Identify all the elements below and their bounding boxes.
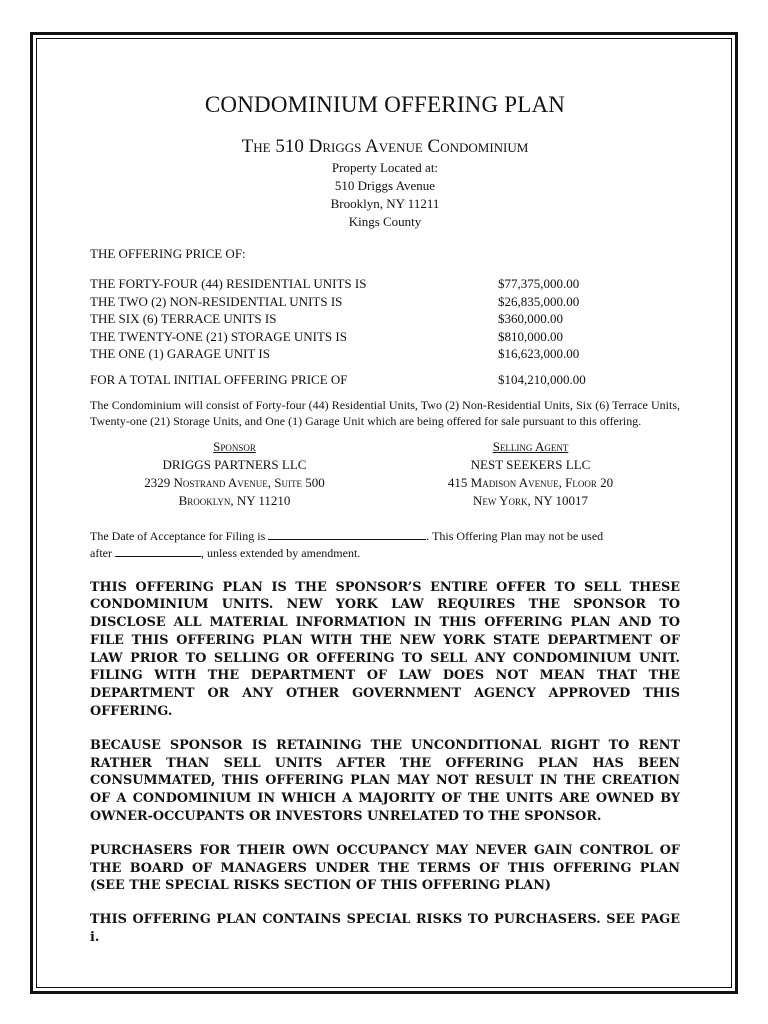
sponsor-heading: Sponsor	[213, 438, 256, 454]
price-value: $810,000.00	[498, 328, 563, 344]
filing-statement	[90, 528, 680, 562]
price-row	[90, 345, 680, 363]
price-value: $77,375,000.00	[498, 276, 580, 291]
property-street: 510 Driggs Avenue	[334, 178, 436, 193]
property-located-label: Property Located at:	[331, 160, 439, 175]
price-row	[90, 310, 680, 328]
property-county: Kings County	[348, 214, 422, 229]
notice-paragraph: BECAUSE SPONSOR IS RETAINING THE UNCONDITIONAL RIGHT TO RENT RATHER THAN SELL UNITS AFTER THE OFFERING PLAN HAS BEEN CONSUMMATED, THIS OFFERING PLAN MAY NOT RESULT IN THE CREATION OF A CONDOMINIUM IN WHICH A MAJORITY OF THE UNITS ARE OWNED BY OWNER-OCCUPANTS OR INVESTORS UNRELATED TO THE SPONSOR.	[90, 737, 680, 825]
selling-agent-block	[381, 438, 680, 510]
price-row	[90, 293, 680, 311]
condominium-name: The 510 Driggs Avenue Condominium	[241, 136, 529, 157]
document-content	[90, 92, 680, 947]
property-city: Brooklyn, NY 11211	[330, 196, 440, 211]
selling-agent-heading: Selling Agent	[492, 438, 569, 454]
selling-agent-address-line1: 415 Madison Avenue, Floor 20	[447, 474, 614, 490]
price-value: $360,000.00	[498, 311, 563, 326]
offering-price-heading: THE OFFERING PRICE OF:	[90, 246, 246, 261]
filing-text-part1: The Date of Acceptance for Filing is	[90, 528, 266, 543]
sponsor-address-line2: Brooklyn, NY 11210	[178, 492, 291, 508]
filing-text-part4: , unless extended by amendment.	[200, 545, 361, 560]
price-value: $16,623,000.00	[498, 346, 580, 361]
price-value: $26,835,000.00	[498, 293, 580, 309]
total-price-label: FOR A TOTAL INITIAL OFFERING PRICE OF	[90, 371, 348, 387]
notice-paragraph: THIS OFFERING PLAN IS THE SPONSOR’S ENTIRE OFFER TO SELL THESE CONDOMINIUM UNITS. NEW YORK LAW REQUIRES THE SPONSOR TO DISCLOSE ALL MATERIAL INFORMATION IN THIS OFFERING PLAN AND TO FILE THIS OFFERING PLAN WITH THE NEW YORK STATE DEPARTMENT OF LAW PRIOR TO SELLING OR OFFERING TO SELL ANY CONDOMINIUM UNIT. FILING WITH THE DEPARTMENT OF LAW DOES NOT MEAN THAT THE DEPARTMENT OR ANY OTHER GOVERNMENT AGENCY APPROVED THIS OFFERING.	[90, 579, 680, 720]
notice-paragraph: THIS OFFERING PLAN CONTAINS SPECIAL RISKS TO PURCHASERS. SEE PAGE i.	[90, 912, 680, 946]
price-label: THE SIX (6) TERRACE UNITS IS	[90, 311, 277, 326]
price-label: THE TWENTY-ONE (21) STORAGE UNITS IS	[90, 328, 347, 344]
property-address	[90, 159, 680, 231]
price-label: THE ONE (1) GARAGE UNIT IS	[90, 346, 270, 361]
selling-agent-address-line2: New York, NY 10017	[472, 492, 589, 508]
price-label: THE FORTY-FOUR (44) RESIDENTIAL UNITS IS	[90, 276, 367, 291]
selling-agent-name: NEST SEEKERS LLC	[470, 456, 591, 472]
sponsor-name: DRIGGS PARTNERS LLC	[162, 456, 307, 472]
sponsor-address-line1: 2329 Nostrand Avenue, Suite 500	[144, 474, 325, 490]
expiry-date-blank	[115, 545, 201, 557]
price-row	[90, 275, 680, 293]
price-table	[90, 275, 680, 363]
price-row	[90, 328, 680, 346]
acceptance-date-blank	[268, 528, 426, 540]
filing-text-part3: after	[90, 545, 112, 560]
sponsor-block	[90, 438, 379, 510]
notice-paragraph: PURCHASERS FOR THEIR OWN OCCUPANCY MAY NEVER GAIN CONTROL OF THE BOARD OF MANAGERS UNDER THE TERMS OF THIS OFFERING PLAN (SEE THE SPECIAL RISKS SECTION OF THIS OFFERING PLAN)	[90, 842, 680, 894]
total-price-row	[90, 372, 680, 388]
document-title: CONDOMINIUM OFFERING PLAN	[204, 92, 566, 117]
parties-block	[90, 438, 680, 510]
price-label: THE TWO (2) NON-RESIDENTIAL UNITS IS	[90, 293, 343, 309]
total-price-value: $104,210,000.00	[498, 371, 586, 387]
filing-text-part2: . This Offering Plan may not be used	[426, 528, 604, 543]
condominium-description: The Condominium will consist of Forty-four (44) Residential Units, Two (2) Non-Residential Units, Six (6) Terrace Units, Twenty-one (21) Storage Units, and One (1) Garage Unit which are being offered for sale pursuant to this offering.	[90, 397, 680, 428]
